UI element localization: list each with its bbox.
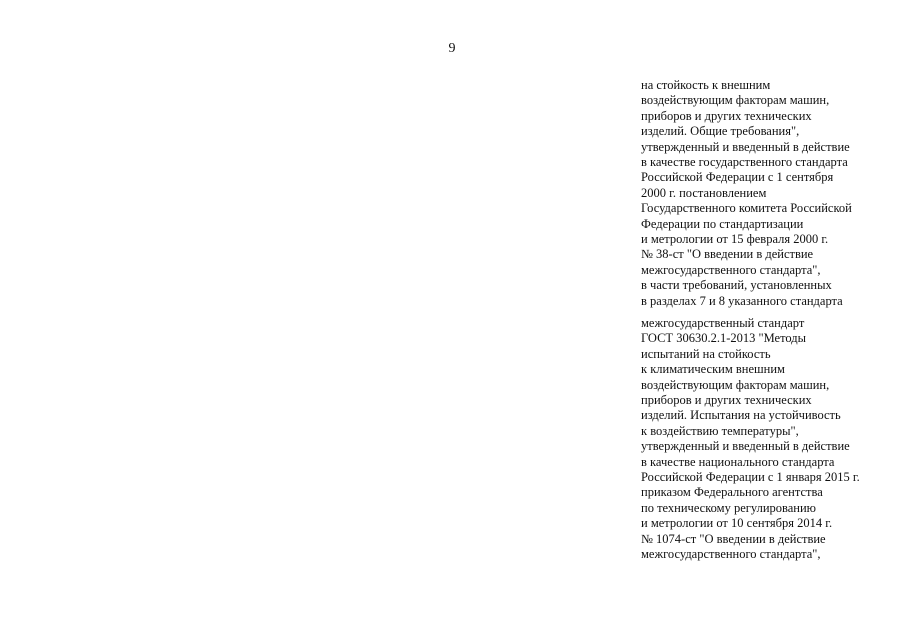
text-line: Российской Федерации с 1 января 2015 г. — [641, 470, 860, 485]
text-line: изделий. Общие требования", — [641, 124, 800, 139]
text-block-2 — [641, 316, 891, 563]
text-block-1 — [641, 78, 891, 309]
text-line: воздействующим факторам машин, — [641, 377, 830, 392]
text-line: приборов и других технических — [641, 393, 812, 408]
text-line: в качестве государственного стандарта — [641, 155, 848, 170]
text-line: по техническому регулированию — [641, 500, 817, 515]
text-line: № 38-ст "О введении в действие — [641, 247, 814, 262]
text-line: в части требований, установленных — [641, 278, 832, 293]
text-line: утвержденный и введенный в действие — [641, 439, 850, 454]
text-line: межгосударственный стандарт — [641, 316, 805, 330]
text-line: Федерации по стандартизации — [641, 216, 804, 231]
text-line: межгосударственного стандарта", — [641, 547, 821, 562]
text-line: Российской Федерации с 1 сентября — [641, 170, 834, 185]
text-line: в качестве национального стандарта — [641, 454, 835, 469]
text-line: утвержденный и введенный в действие — [641, 139, 850, 154]
text-line: 2000 г. постановлением — [641, 185, 767, 200]
text-line: межгосударственного стандарта", — [641, 262, 821, 277]
page-number: 9 — [448, 41, 456, 56]
text-line: приборов и других технических — [641, 108, 812, 123]
text-line: воздействующим факторам машин, — [641, 93, 830, 108]
text-line: Государственного комитета Российской — [641, 201, 852, 216]
text-line: приказом Федерального агентства — [641, 485, 823, 500]
text-line: и метрологии от 10 сентября 2014 г. — [641, 516, 833, 531]
text-line: к климатическим внешним — [641, 362, 785, 377]
text-line: и метрологии от 15 февраля 2000 г. — [641, 232, 829, 247]
text-line: изделий. Испытания на устойчивость — [641, 408, 841, 423]
text-line: № 1074-ст "О введении в действие — [641, 531, 826, 546]
text-line: в разделах 7 и 8 указанного стандарта — [641, 293, 843, 308]
text-line: на стойкость к внешним — [641, 78, 771, 92]
text-line: ГОСТ 30630.2.1-2013 "Методы — [641, 331, 807, 346]
text-line: к воздействию температуры", — [641, 423, 799, 438]
text-line: испытаний на стойкость — [641, 346, 771, 361]
